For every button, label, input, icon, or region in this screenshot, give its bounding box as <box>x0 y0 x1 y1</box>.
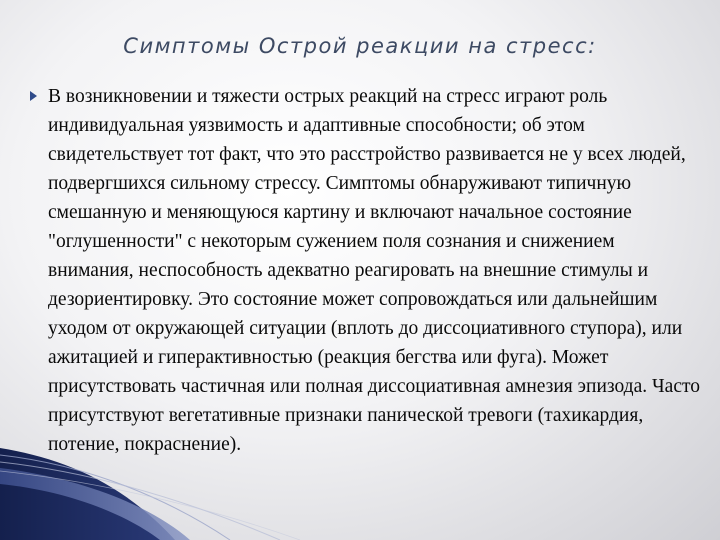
bullet-text: В возникновении и тяжести острых реакций на стресс играют роль индивидуальная уязвимость и адаптивные способности; об этом свидетельствует тот факт, что это расстройство развивается не у всех людей, подвергшихся сильному стрессу. Симптомы обнаруживают типичную смешанную и меняющуюся картину и включают начальное состояние "оглушенности" с некоторым сужением поля сознания и снижением внимания, неспособность адекватно реагировать на внешние стимулы и дезориентировку. Это состояние может сопровождаться или дальнейшим уходом от окружающей ситуации (вплоть до диссоциативного ступора), или ажитацией и гиперактивностью (реакция бегства или фуга). Может присутствовать частичная или полная диссоциативная амнезия эпизода. Часто присутствуют вегетативные признаки панической тревоги (тахикардия, потение, покраснение). <box>48 86 700 455</box>
slide-title: Симптомы Острой реакции на стресс: <box>123 34 597 58</box>
triangle-bullet-icon <box>30 91 37 101</box>
bullet-item <box>30 82 702 459</box>
